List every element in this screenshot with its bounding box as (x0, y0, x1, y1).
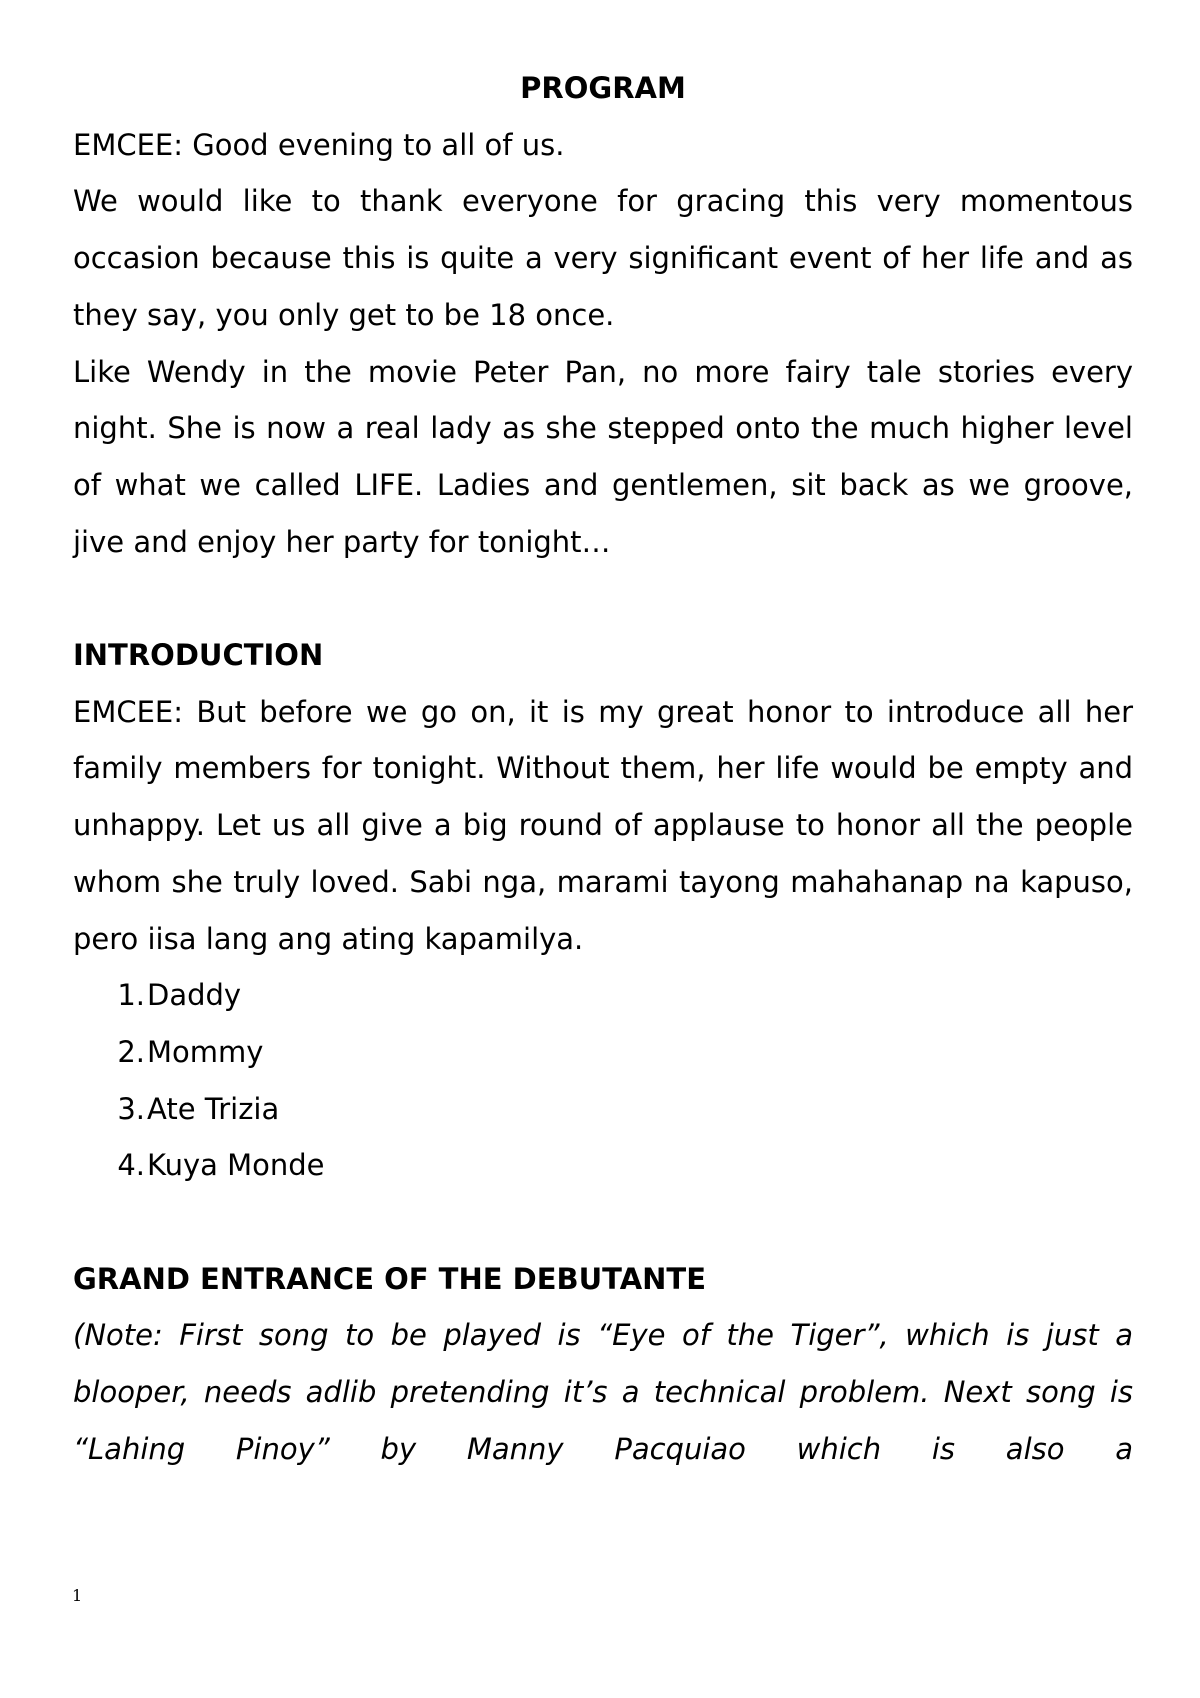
list-item-label: Kuya Monde (147, 1148, 325, 1183)
introduction-heading: INTRODUCTION (73, 638, 324, 673)
document-title: PROGRAM (520, 71, 686, 105)
list-item-number: 4. (117, 1148, 145, 1183)
page-number: 1 (72, 1586, 83, 1605)
list-item (73, 967, 1133, 1024)
spacer (73, 1194, 1133, 1251)
spacer (73, 570, 1133, 627)
list-item (73, 1081, 1133, 1138)
opening-paragraph-2: Like Wendy in the movie Peter Pan, no more fairy tale stories every night. She is now a real lady as she stepped onto the much higher level of what we called LIFE. Ladies and gentlemen, sit back as we groove, jive and enjoy her party for tonight… (73, 354, 1133, 559)
introduction-paragraph: EMCEE: But before we go on, it is my great honor to introduce all her family members for tonight. Without them, her life would be empty and unhappy. Let us all give a big round of applause to honor all the people whom she truly loved. Sabi nga, marami tayong mahahanap na kapuso, pero iisa lang ang ating kapamilya. (73, 694, 1133, 956)
list-item-label: Daddy (147, 978, 242, 1013)
list-item-label: Ate Trizia (147, 1091, 280, 1126)
family-list (73, 967, 1133, 1194)
document-page (73, 60, 1133, 1478)
opening-paragraph-1: We would like to thank everyone for gracing this very momentous occasion because this is quite a very significant event of her life and as they say, you only get to be 18 once. (73, 184, 1133, 332)
grand-entrance-heading: GRAND ENTRANCE OF THE DEBUTANTE (73, 1261, 707, 1296)
grand-entrance-note: (Note: First song to be played is “Eye of the Tiger”, which is just a blooper, needs adlib pretending it’s a technical problem. Next song is “Lahing Pinoy” by Manny Pacquiao which is also a (73, 1318, 1133, 1466)
list-item-number: 2. (117, 1034, 145, 1069)
list-item (73, 1024, 1133, 1081)
list-item (73, 1137, 1133, 1194)
list-item-label: Mommy (147, 1034, 264, 1069)
list-item-number: 1. (117, 978, 145, 1013)
opening-greeting: EMCEE: Good evening to all of us. (73, 127, 565, 162)
list-item-number: 3. (117, 1091, 145, 1126)
